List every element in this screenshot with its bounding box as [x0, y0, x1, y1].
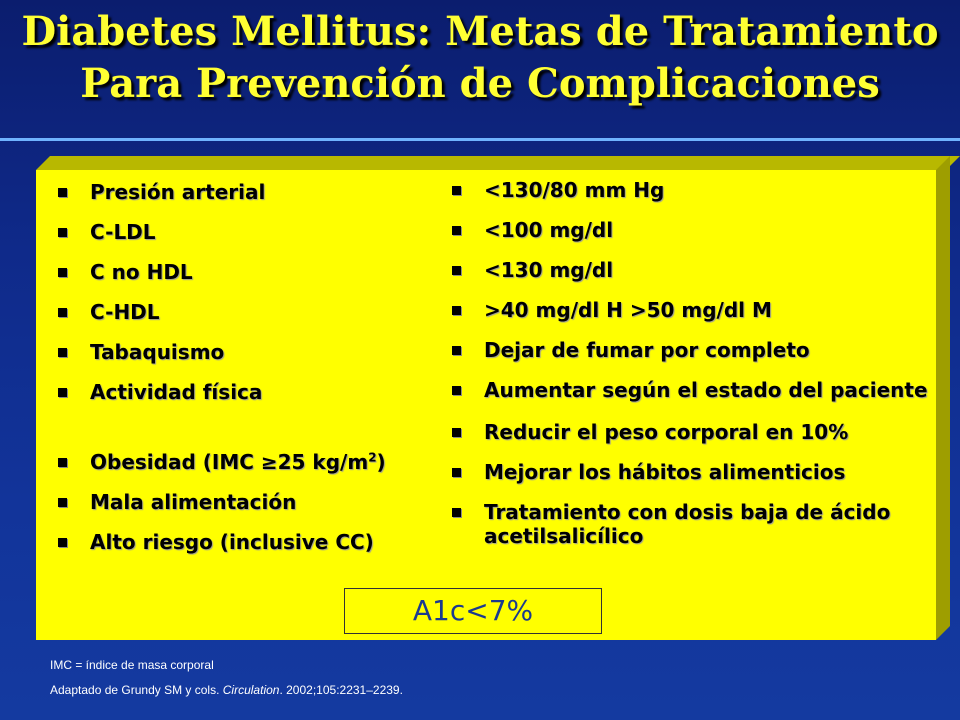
list-item-text: C no HDL — [90, 260, 193, 284]
list-item — [450, 420, 930, 444]
source-prefix: Adaptado de Grundy SM y cols. — [50, 683, 223, 697]
list-item — [56, 530, 436, 554]
list-item — [56, 180, 436, 204]
list-item-text: C-LDL — [90, 220, 156, 244]
square-bullet-icon — [58, 388, 67, 397]
square-bullet-icon — [452, 266, 461, 275]
list-item — [56, 260, 436, 284]
slide-title — [0, 6, 960, 110]
superscript: 2 — [368, 450, 377, 465]
square-bullet-icon — [58, 458, 67, 467]
square-bullet-icon — [58, 348, 67, 357]
list-item — [450, 338, 930, 362]
list-item-text: Presión arterial — [90, 180, 266, 204]
list-item-text: <130/80 mm Hg — [484, 178, 665, 202]
source-footnote — [50, 683, 403, 697]
square-bullet-icon — [58, 188, 67, 197]
square-bullet-icon — [452, 226, 461, 235]
list-item — [450, 218, 930, 242]
list-item — [450, 178, 930, 202]
source-journal: Circulation — [222, 683, 280, 697]
list-item — [56, 340, 436, 364]
list-item — [450, 378, 930, 402]
square-bullet-icon — [58, 308, 67, 317]
list-item — [56, 380, 436, 404]
title-divider — [0, 138, 960, 141]
list-item-text: <100 mg/dl — [484, 218, 614, 242]
source-suffix: . 2002;105:2231–2239. — [279, 683, 403, 697]
treatment-goal-list — [450, 178, 930, 564]
list-item-text: Tabaquismo — [90, 340, 225, 364]
list-item — [56, 450, 436, 474]
list-item — [56, 220, 436, 244]
list-spacer — [56, 420, 436, 450]
title-line-1: Diabetes Mellitus: Metas de Tratamiento — [21, 8, 939, 55]
list-item — [56, 300, 436, 324]
square-bullet-icon — [452, 386, 461, 395]
list-item — [56, 490, 436, 514]
box-top-face — [36, 156, 960, 170]
list-item-text: Alto riesgo (inclusive CC) — [90, 530, 374, 554]
list-item-text: Mala alimentación — [90, 490, 297, 514]
box-side-face — [936, 156, 950, 640]
list-item-text: Obesidad (IMC ≥25 kg/m — [90, 450, 369, 474]
list-item-text: <130 mg/dl — [484, 258, 614, 282]
list-item-text-tail: ) — [376, 450, 386, 474]
list-item — [450, 500, 930, 548]
list-item-text: >40 mg/dl H >50 mg/dl M — [484, 298, 772, 322]
list-item — [450, 298, 930, 322]
list-item-text: Aumentar según el estado del paciente — [484, 378, 928, 402]
square-bullet-icon — [58, 268, 67, 277]
square-bullet-icon — [452, 468, 461, 477]
list-item-text: Tratamiento con dosis baja de ácido acetilsalicílico — [484, 500, 891, 548]
list-item-text: Reducir el peso corporal en 10% — [484, 420, 849, 444]
list-item-text: Actividad física — [90, 380, 263, 404]
list-item — [450, 258, 930, 282]
list-item-text: Dejar de fumar por completo — [484, 338, 810, 362]
square-bullet-icon — [58, 538, 67, 547]
square-bullet-icon — [452, 346, 461, 355]
square-bullet-icon — [452, 508, 461, 517]
abbreviation-footnote: IMC = índice de masa corporal — [50, 658, 214, 672]
square-bullet-icon — [452, 428, 461, 437]
list-item-text: Mejorar los hábitos alimenticios — [484, 460, 846, 484]
square-bullet-icon — [58, 498, 67, 507]
square-bullet-icon — [58, 228, 67, 237]
square-bullet-icon — [452, 186, 461, 195]
risk-factor-list — [56, 180, 436, 570]
list-item — [450, 460, 930, 484]
title-line-2: Para Prevención de Complicaciones — [80, 60, 880, 107]
list-item-text: C-HDL — [90, 300, 160, 324]
a1c-goal-box: A1c<7% — [344, 588, 602, 634]
square-bullet-icon — [452, 306, 461, 315]
